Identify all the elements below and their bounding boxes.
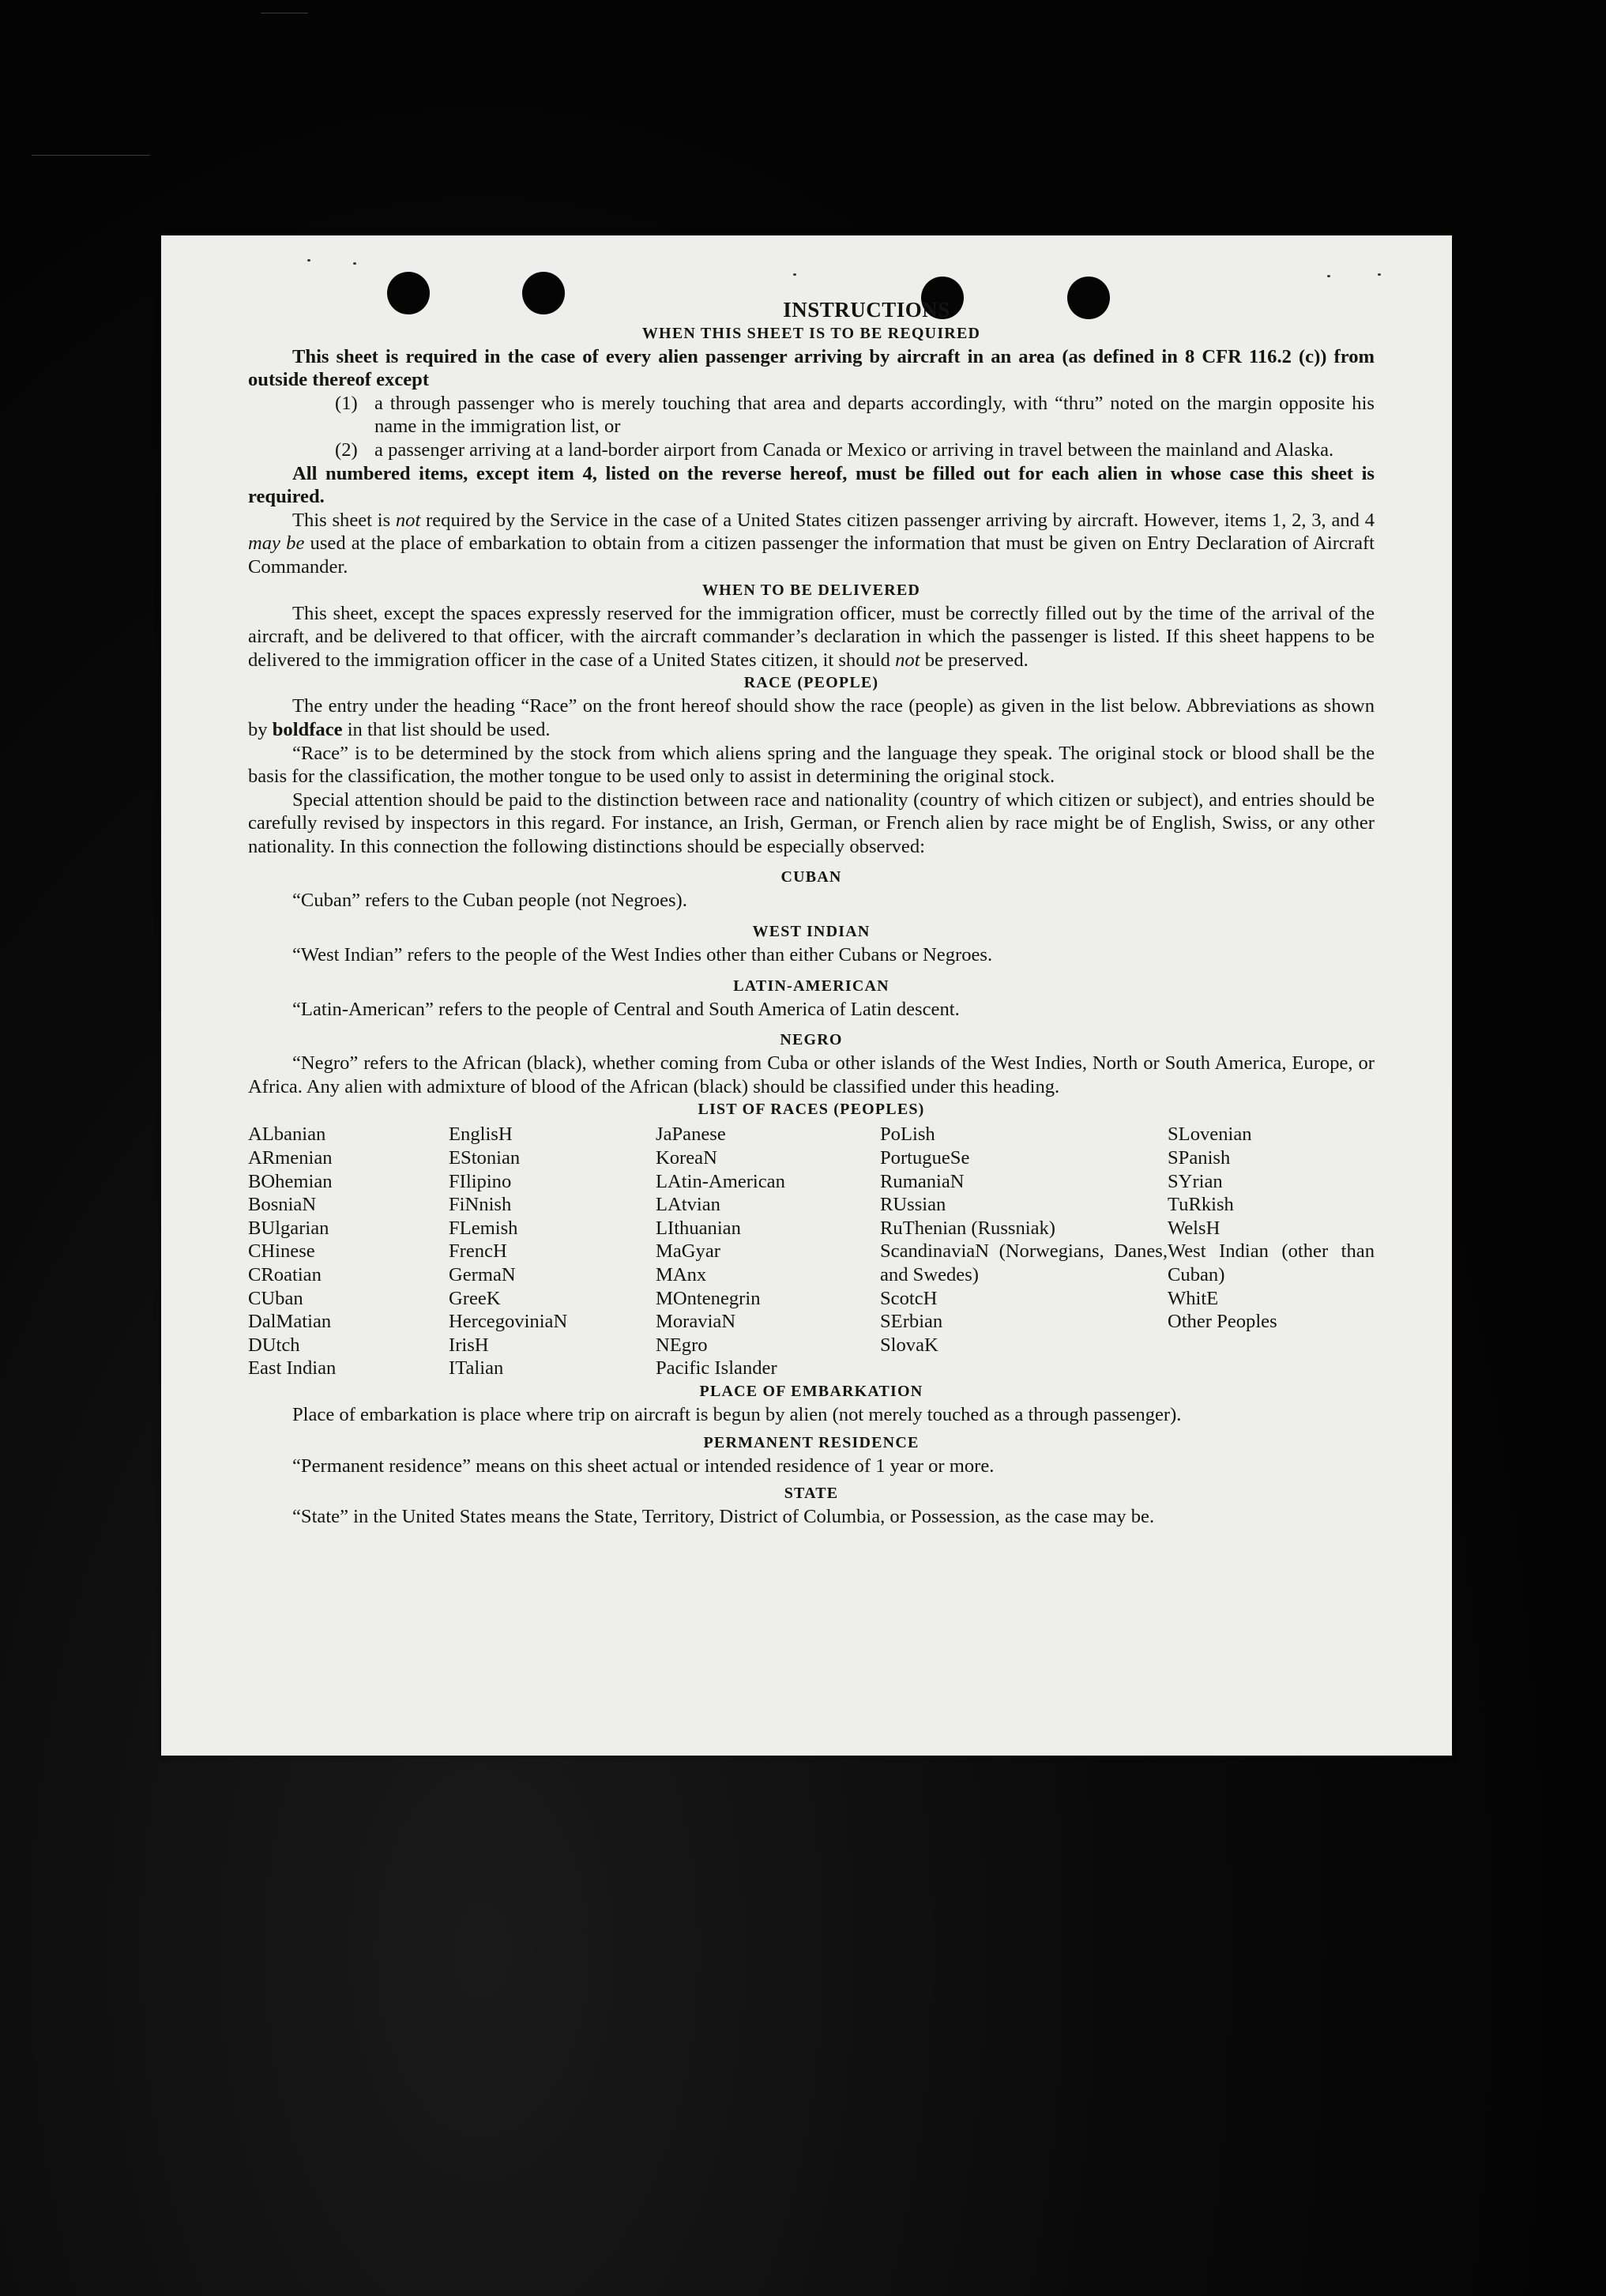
race-entry: West Indian (other than Cuban) [1168, 1240, 1375, 1285]
race-entry: LIthuanian [656, 1217, 741, 1239]
race-entry: LAtvian [656, 1194, 720, 1216]
heading-state: STATE [784, 1485, 839, 1503]
heading-negro: NEGRO [780, 1031, 843, 1049]
race-entry: EStonian [449, 1147, 521, 1169]
race-entry: BUlgarian [248, 1217, 329, 1239]
race-entry: SlovaK [880, 1334, 938, 1356]
races-column [880, 1123, 1168, 1380]
race-entry: DUtch [248, 1334, 300, 1356]
race-entry: ARmenian [248, 1147, 333, 1169]
race-entry: CHinese [248, 1240, 315, 1263]
list-item [248, 438, 1375, 462]
heading-west-indian: WEST INDIAN [752, 923, 871, 941]
race-entry: CUban [248, 1287, 303, 1309]
scan-speck [1378, 273, 1381, 276]
paragraph: This sheet, except the spaces expressly reserved for the immigration officer, must be correctly filled out by the time of the arrival of the aircraft, and be delivered to that officer, with the aircraft commander’s declaration in which the passenger is listed. If this sheet happens to be delivered to the immigration officer in the case of a United States citizen, it should not be preserved. [248, 602, 1375, 671]
scan-scratch [32, 155, 150, 156]
paragraph: The entry under the heading “Race” on the front hereof should show the race (people) as given in the list below. Abbreviations as shown by boldface in that list should be used. [248, 695, 1375, 740]
paragraph: This sheet is required in the case of every alien passenger arriving by aircraft in an area (as defined in 8 CFR 116.2 (c)) from outside thereof except [248, 345, 1375, 391]
race-entry: RUssian [880, 1194, 946, 1216]
page-title: INSTRUCTIONS [783, 298, 950, 322]
paragraph: “Latin-American” refers to the people of Central and South America of Latin descent. [292, 998, 960, 1020]
race-entry: FLemish [449, 1217, 518, 1239]
race-entry: BOhemian [248, 1170, 333, 1192]
race-entry: BosniaN [248, 1194, 317, 1216]
list-number: (2) [335, 438, 358, 461]
heading-when-required: WHEN THIS SHEET IS TO BE REQUIRED [641, 324, 981, 342]
race-entry: CRoatian [248, 1264, 322, 1285]
race-entry: GermaN [449, 1264, 516, 1285]
race-entry: FrencH [449, 1240, 507, 1263]
race-entry: LAtin-American [656, 1170, 785, 1192]
races-column [248, 1123, 449, 1380]
race-entry: PoLish [880, 1124, 935, 1146]
race-entry: FiNnish [449, 1194, 512, 1216]
race-entry: TuRkish [1168, 1194, 1234, 1216]
paragraph: “Cuban” refers to the Cuban people (not Negroes). [292, 890, 687, 912]
heading-latin-american: LATIN-AMERICAN [733, 977, 890, 995]
race-entry: DalMatian [248, 1311, 332, 1333]
race-entry: MAnx [656, 1264, 707, 1285]
race-entry: SLovenian [1168, 1124, 1252, 1146]
race-entry: HercegoviniaN [449, 1311, 568, 1333]
race-entry: FIlipino [449, 1170, 512, 1192]
heading-cuban: CUBAN [780, 868, 842, 886]
race-entry: KoreaN [656, 1147, 717, 1169]
heading-list-of-races: LIST OF RACES (PEOPLES) [698, 1101, 925, 1119]
race-entry: SErbian [880, 1311, 943, 1333]
heading-race: RACE (PEOPLE) [743, 674, 879, 692]
race-entry: ScandinaviaN (Norwegians, Danes, and Swedes) [880, 1240, 1168, 1285]
race-entry: ITalian [449, 1357, 504, 1379]
race-entry: WhitE [1168, 1287, 1219, 1309]
races-column [656, 1123, 880, 1380]
race-entry: GreeK [449, 1287, 501, 1309]
race-entry: MoraviaN [656, 1311, 736, 1333]
list-text: a through passenger who is merely touching that area and departs accordingly, with “thru” noted on the margin opposite his name in the immigration list, or [374, 392, 1375, 438]
paragraph: “Permanent residence” means on this sheet actual or intended residence of 1 year or more. [292, 1455, 995, 1477]
race-entry: SPanish [1168, 1147, 1231, 1169]
list-text: a passenger arriving at a land-border airport from Canada or Mexico or arriving in travel between the mainland and Alaska. [374, 438, 1334, 461]
race-entry: PortugueSe [880, 1147, 970, 1169]
paragraph: Place of embarkation is place where trip on aircraft is begun by alien (not merely touched as a through passenger). [292, 1403, 1182, 1425]
races-table [248, 1123, 1375, 1380]
heading-when-delivered: WHEN TO BE DELIVERED [701, 581, 921, 599]
race-entry: RumaniaN [880, 1170, 965, 1192]
paragraph: Special attention should be paid to the distinction between race and nationality (country of which citizen or subject), and entries should be carefully revised by inspectors in this regard. For instance, an Irish, German, or French alien by race might be of English, Swiss, or any other nationality. In this connection the following distinctions should be especially observed: [248, 789, 1375, 857]
heading-embarkation: PLACE OF EMBARKATION [699, 1382, 923, 1400]
heading-permanent-residence: PERMANENT RESIDENCE [703, 1433, 920, 1451]
race-entry: WelsH [1168, 1217, 1220, 1239]
paragraph: “Negro” refers to the African (black), whether coming from Cuba or other islands of the West Indies, North or South America, Europe, or Africa. Any alien with admixture of blood of the African (black) should be classified under this heading. [248, 1052, 1375, 1097]
race-entry: IrisH [449, 1334, 489, 1356]
paragraph: “Race” is to be determined by the stock from which aliens spring and the language they speak. The original stock or blood shall be the basis for the classification, the mother tongue to be used only to assist in determining the original stock. [248, 742, 1375, 788]
instructions-content [248, 299, 1375, 1529]
scan-speck [353, 262, 356, 265]
race-entry: EnglisH [449, 1124, 513, 1146]
paragraph: This sheet is not required by the Service in the case of a United States citizen passenger arriving by aircraft. However, items 1, 2, 3, and 4 may be used at the place of embarkation to obtain from a citizen passenger the information that must be given on Entry Declaration of Aircraft Commander. [248, 509, 1375, 578]
race-entry: MaGyar [656, 1240, 720, 1263]
race-entry: MOntenegrin [656, 1287, 761, 1309]
race-entry: RuThenian (Russniak) [880, 1217, 1055, 1239]
race-entry: Other Peoples [1168, 1311, 1277, 1333]
paragraph: “State” in the United States means the State, Territory, District of Columbia, or Possession, as the case may be. [292, 1506, 1155, 1528]
paragraph: “West Indian” refers to the people of the West Indies other than either Cubans or Negroes. [292, 944, 993, 966]
scan-speck [1327, 275, 1330, 277]
scan-speck [307, 259, 310, 262]
scan-speck [793, 273, 796, 276]
races-column [1168, 1123, 1375, 1380]
race-entry: NEgro [656, 1334, 708, 1356]
race-entry: ScotcH [880, 1287, 938, 1309]
paragraph: All numbered items, except item 4, listed on the reverse hereof, must be filled out for each alien in whose case this sheet is required. [248, 462, 1375, 508]
races-column [449, 1123, 656, 1380]
list-item [248, 392, 1375, 438]
list-number: (1) [335, 392, 358, 414]
race-entry: East Indian [248, 1357, 337, 1379]
race-entry: ALbanian [248, 1124, 326, 1146]
document-sheet [161, 235, 1452, 1756]
race-entry: Pacific Islander [656, 1357, 777, 1379]
race-entry: SYrian [1168, 1170, 1223, 1192]
race-entry: JaPanese [656, 1124, 726, 1146]
